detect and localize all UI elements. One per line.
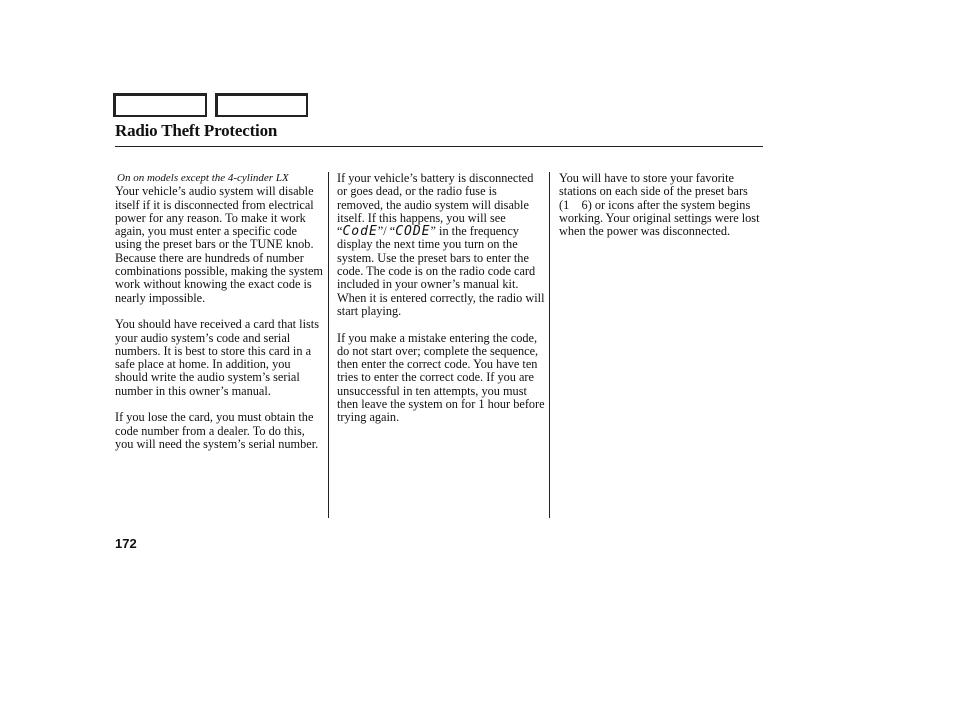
- column-divider: [328, 172, 329, 518]
- text-run: ”/ “: [377, 224, 396, 239]
- display-code-lowercase: CodE: [342, 224, 378, 240]
- page-title: Radio Theft Protection: [115, 121, 278, 140]
- page-number: 172: [115, 536, 137, 551]
- text-run: ” in the frequency display the next time you turn on the system. Use the preset bars to enter the code. The code is on the radio code card included in your owner’s manual kit. When it is entered correctly, the radio will start playing.: [337, 224, 545, 318]
- paragraph: [337, 172, 545, 318]
- paragraph: Your vehicle’s audio system will disable itself if it is disconnected from electrical power for any reason. To make it work again, you must enter a specific code using the preset bars or the TUNE knob. Because there are hundreds of number combinations possible, making the system work without knowing the exact code is nearly impossible.: [115, 184, 324, 305]
- paragraph: You should have received a card that lists your audio system’s code and serial numbers. It is best to store this card in a safe place at home. In addition, you should write the audio system’s serial number in this owner’s manual.: [115, 317, 319, 398]
- column-1: [115, 172, 325, 465]
- paragraph: If you lose the card, you must obtain the code number from a dealer. To do this, you will need the system’s serial number.: [115, 410, 319, 451]
- column-2: [337, 172, 545, 438]
- text-run: If your vehicle’s battery is disconnected or goes dead, or the radio fuse is removed, the audio system will disable itself. If this happens, you will see “: [337, 171, 534, 239]
- paragraph: If you make a mistake entering the code, do not start over; complete the sequence, then enter the correct code. You have ten tries to enter the correct code. If you are unsuccessful in ten attempts, you must then leave the system on for 1 hour before trying again.: [337, 330, 545, 425]
- column-divider: [549, 172, 550, 518]
- nav-tab-index[interactable]: [215, 93, 308, 117]
- nav-tab-main-menu[interactable]: [113, 93, 207, 117]
- header-rule: [115, 146, 763, 147]
- model-note: On on models except the 4-cylinder LX: [117, 172, 289, 184]
- column-3: [559, 172, 763, 252]
- paragraph: You will have to store your favorite stations on each side of the preset bars (1 6) or icons after the system begins working. Your original settings were lost when the power was disconnected.: [559, 171, 760, 239]
- display-code-uppercase: CODE: [395, 224, 431, 240]
